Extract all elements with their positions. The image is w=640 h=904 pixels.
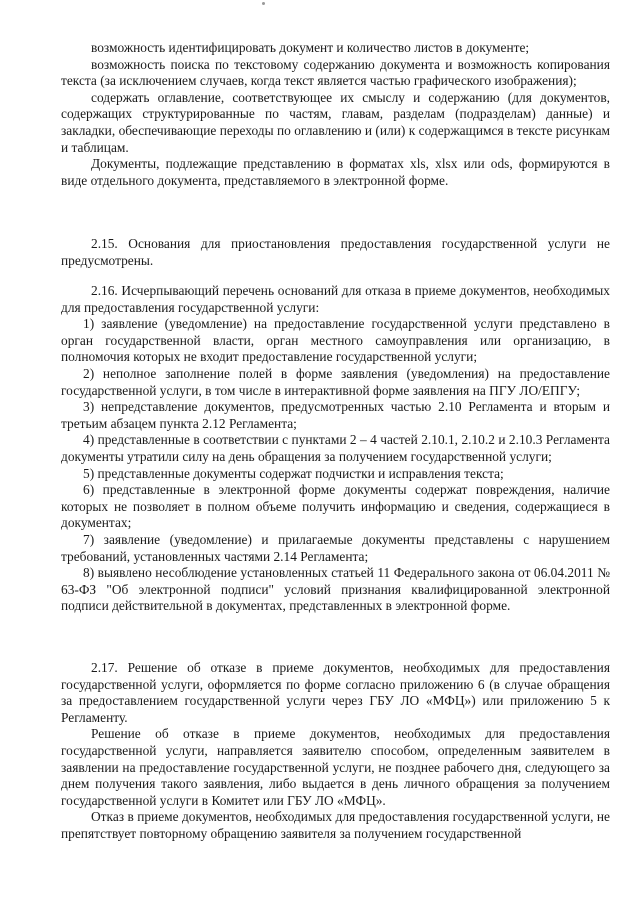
list-item: 4) представленные в соответствии с пунктами 2 – 4 частей 2.10.1, 2.10.2 и 2.10.3 Регламента документы утратили силу на день обращения за получением государственной услуги; [61,432,610,464]
list-item: 8) выявлено несоблюдение установленных статьей 11 Федерального закона от 06.04.2011 № 63-ФЗ "Об электронной подписи" условий признания квалифицированной электронной подписи действительной в документах, представленных в электронной форме. [61,565,610,614]
list-item: 6) представленные в электронной форме документы содержат повреждения, наличие которых не позволяет в полном объеме получить информацию и сведения, содержащиеся в документах; [61,482,610,531]
section-2-17 [61,660,610,843]
paragraph: 2.15. Основания для приостановления предоставления государственной услуги не предусмотрены. [61,236,610,268]
list-item: 5) представленные документы содержат подчистки и исправления текста; [83,465,504,481]
paragraph: возможность поиска по текстовому содержанию документа и возможность копирования текста (за исключением случаев, когда текст является частью графического изображения); [61,56,610,89]
scan-speck [262,2,265,5]
section-intro: 2.16. Исчерпывающий перечень оснований для отказа в приеме документов, необходимых для предоставления государственной услуги: [61,283,610,315]
list-item: 3) непредставление документов, предусмотренных частью 2.10 Регламента и вторым и третьим абзацем пункта 2.12 Регламента; [61,399,610,431]
paragraph: Документы, подлежащие представлению в форматах xls, xlsx или ods, формируются в виде отдельного документа, представляемого в электронной форме. [61,156,610,188]
paragraph: возможность идентифицировать документ и количество листов в документе; [91,40,530,55]
paragraph: содержать оглавление, соответствующее их смыслу и содержанию (для документов, содержащих структурированные по частям, главам, разделам (подразделам) данные) и закладки, обеспечивающие переходы по оглавлению и (или) к содержащимся в тексте рисункам и таблицам. [61,89,610,155]
list-item: 2) неполное заполнение полей в форме заявления (уведомления) на предоставление государственной услуги, в том числе в интерактивной форме заявления на ПГУ ЛО/ЕПГУ; [61,365,610,398]
requirements-block [61,40,610,189]
section-2-15 [61,236,610,269]
paragraph: 2.17. Решение об отказе в приеме документов, необходимых для предоставления государственной услуги, оформляется по форме согласно приложению 6 (в случае обращения за предоставлением государственной услуги через ГБУ ЛО «МФЦ») или приложению 5 к Регламенту. [61,660,610,725]
paragraph: Отказ в приеме документов, необходимых для предоставления государственной услуги, не препятствует повторному обращению заявителя за получением государственной [61,809,610,841]
section-2-16 [61,283,610,615]
paragraph: Решение об отказе в приеме документов, необходимых для предоставления государственной услуги, направляется заявителю способом, определенным заявителем в заявлении на предоставление государственной услуги, не позднее рабочего дня, следующего за днем получения такого заявления, либо выдается в день личного обращения за получением государственной услуги в Комитет или ГБУ ЛО «МФЦ». [61,726,610,808]
list-item: 1) заявление (уведомление) на предоставление государственной услуги представлено в орган государственной власти, орган местного самоуправления или организацию, в полномочия которых не входит предоставление государственной услуги; [61,316,610,365]
list-item: 7) заявление (уведомление) и прилагаемые документы представлены с нарушением требований, установленных частями 2.14 Регламента; [61,531,610,564]
